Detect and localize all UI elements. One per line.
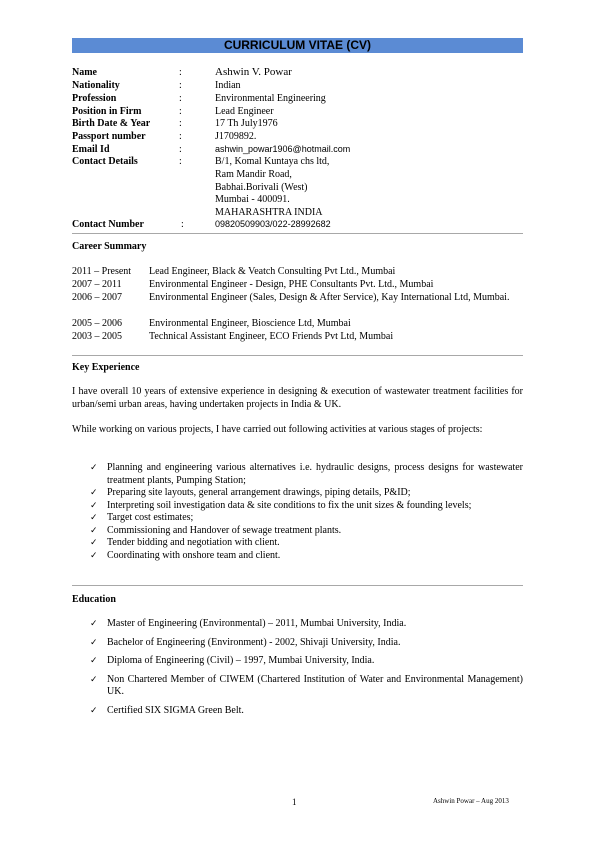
list-item-text: Commissioning and Handover of sewage treatment plants.	[107, 524, 342, 536]
list-item-text: Planning and engineering various alternatives i.e. hydraulic designs, process designs for wastewater treatment plants, Pumping Station;	[107, 462, 523, 486]
divider	[72, 355, 523, 356]
address-line: Ram Mandir Road,	[215, 169, 292, 180]
position-label: Position in Firm	[72, 106, 142, 117]
career-heading: Career Summary	[72, 241, 147, 252]
career-role: Environmental Engineer - Design, PHE Consultants Pvt. Ltd., Mumbai	[149, 279, 434, 290]
check-icon: ✓	[90, 705, 98, 716]
list-item	[72, 550, 523, 563]
list-item	[72, 487, 523, 500]
list-item	[72, 537, 523, 550]
nationality-row	[72, 79, 523, 92]
name-row	[72, 66, 523, 79]
list-item	[72, 618, 523, 631]
divider	[72, 233, 523, 234]
name-value: Ashwin V. Powar	[215, 66, 292, 78]
experience-paragraph: While working on various projects, I have carried out following activities at various stages of projects:	[72, 424, 483, 435]
check-icon: ✓	[90, 525, 98, 536]
check-icon: ✓	[90, 488, 98, 498]
divider	[72, 585, 523, 586]
contact-number-row	[72, 218, 523, 231]
contact-details-row	[72, 155, 523, 168]
list-item-text: Certified SIX SIGMA Green Belt.	[107, 704, 244, 716]
check-icon: ✓	[90, 637, 98, 648]
check-icon: ✓	[90, 500, 98, 511]
check-icon: ✓	[90, 550, 98, 561]
career-period: 2003 – 2005	[72, 331, 122, 342]
list-item	[72, 462, 523, 487]
list-item-text: Diploma of Engineering (Civil) – 1997, Mumbai University, India.	[107, 655, 375, 666]
experience-list	[72, 462, 523, 562]
education-heading: Education	[72, 594, 116, 605]
experience-paragraph: I have overall 10 years of extensive experience in designing & execution of wastewater treatment facilities for urban/semi urban areas, having undertaken projects in India & UK.	[72, 386, 523, 410]
email-label: Email Id	[72, 144, 110, 155]
education-list	[72, 618, 523, 723]
colon: :	[181, 219, 184, 230]
list-item-text: Bachelor of Engineering (Environment) - 2002, Shivaji University, India.	[107, 636, 401, 648]
nationality-label: Nationality	[72, 80, 120, 91]
address-line: Mumbai - 400091.	[215, 194, 290, 205]
colon: :	[179, 93, 182, 104]
list-item-text: Master of Engineering (Environmental) – 2011, Mumbai University, India.	[107, 618, 407, 629]
contact-number-label: Contact Number	[72, 219, 144, 230]
career-role: Technical Assistant Engineer, ECO Friends Pvt Ltd, Mumbai	[149, 331, 394, 342]
list-item-text: Tender bidding and negotiation with client.	[107, 537, 280, 548]
address-row	[72, 193, 523, 206]
name-label: Name	[72, 67, 97, 78]
passport-row	[72, 130, 523, 143]
colon: :	[179, 67, 182, 78]
address-line: B/1, Komal Kuntaya chs ltd,	[215, 156, 330, 167]
career-period: 2006 – 2007	[72, 292, 122, 303]
passport-value: J1709892.	[215, 131, 257, 142]
position-value: Lead Engineer	[215, 106, 274, 117]
nationality-value: Indian	[215, 80, 241, 91]
check-icon: ✓	[90, 674, 98, 685]
career-role: Lead Engineer, Black & Veatch Consulting Pvt Ltd., Mumbai	[149, 266, 396, 277]
list-item	[72, 637, 523, 650]
address-line: Babhai.Borivali (West)	[215, 182, 308, 193]
career-role: Environmental Engineer, Bioscience Ltd, Mumbai	[149, 318, 351, 329]
list-item	[72, 705, 523, 718]
list-item	[72, 512, 523, 525]
list-item	[72, 674, 523, 699]
colon: :	[179, 118, 182, 129]
check-icon: ✓	[90, 656, 98, 666]
career-period: 2011 – Present	[72, 266, 132, 277]
contact-number-value: 09820509903/022-28992682	[215, 219, 331, 229]
birth-value: 17 Th July1976	[215, 118, 278, 129]
colon: :	[179, 80, 182, 91]
list-item	[72, 500, 523, 513]
check-icon: ✓	[90, 538, 98, 548]
career-period: 2007 – 2011	[72, 279, 122, 290]
experience-heading: Key Experience	[72, 362, 140, 373]
birth-row	[72, 117, 523, 130]
list-item-text: Preparing site layouts, general arrangement drawings, piping details, P&ID;	[107, 487, 411, 498]
address-row	[72, 168, 523, 181]
profession-row	[72, 92, 523, 105]
career-role: Environmental Engineer (Sales, Design & After Service), Kay International Ltd, Mumbai.	[149, 292, 510, 303]
contact-details-label: Contact Details	[72, 156, 138, 167]
check-icon: ✓	[90, 463, 98, 473]
colon: :	[179, 144, 182, 155]
passport-label: Passport number	[72, 131, 146, 142]
colon: :	[179, 106, 182, 117]
career-period: 2005 – 2006	[72, 318, 122, 329]
list-item	[72, 525, 523, 538]
title-bar	[72, 38, 523, 53]
email-value[interactable]: ashwin_powar1906@hotmail.com	[215, 144, 351, 154]
page-number: 1	[292, 797, 297, 807]
check-icon: ✓	[90, 619, 98, 629]
footer-note: Ashwin Powar – Aug 2013	[433, 797, 509, 805]
profession-label: Profession	[72, 93, 117, 104]
list-item-text: Coordinating with onshore team and client.	[107, 549, 281, 561]
colon: :	[179, 131, 182, 142]
cv-title: CURRICULUM VITAE (CV)	[223, 38, 372, 52]
list-item-text: Target cost estimates;	[107, 512, 194, 523]
list-item-text: Interpreting soil investigation data & site conditions to fix the unit sizes & founding levels;	[107, 499, 472, 511]
list-item	[72, 655, 523, 668]
profession-value: Environmental Engineering	[215, 93, 326, 104]
birth-label: Birth Date & Year	[72, 118, 151, 129]
colon: :	[179, 156, 182, 167]
address-line: MAHARASHTRA INDIA	[215, 207, 323, 218]
list-item-text: Non Chartered Member of CIWEM (Chartered Institution of Water and Environmental Management) UK.	[107, 673, 523, 697]
check-icon: ✓	[90, 513, 98, 523]
